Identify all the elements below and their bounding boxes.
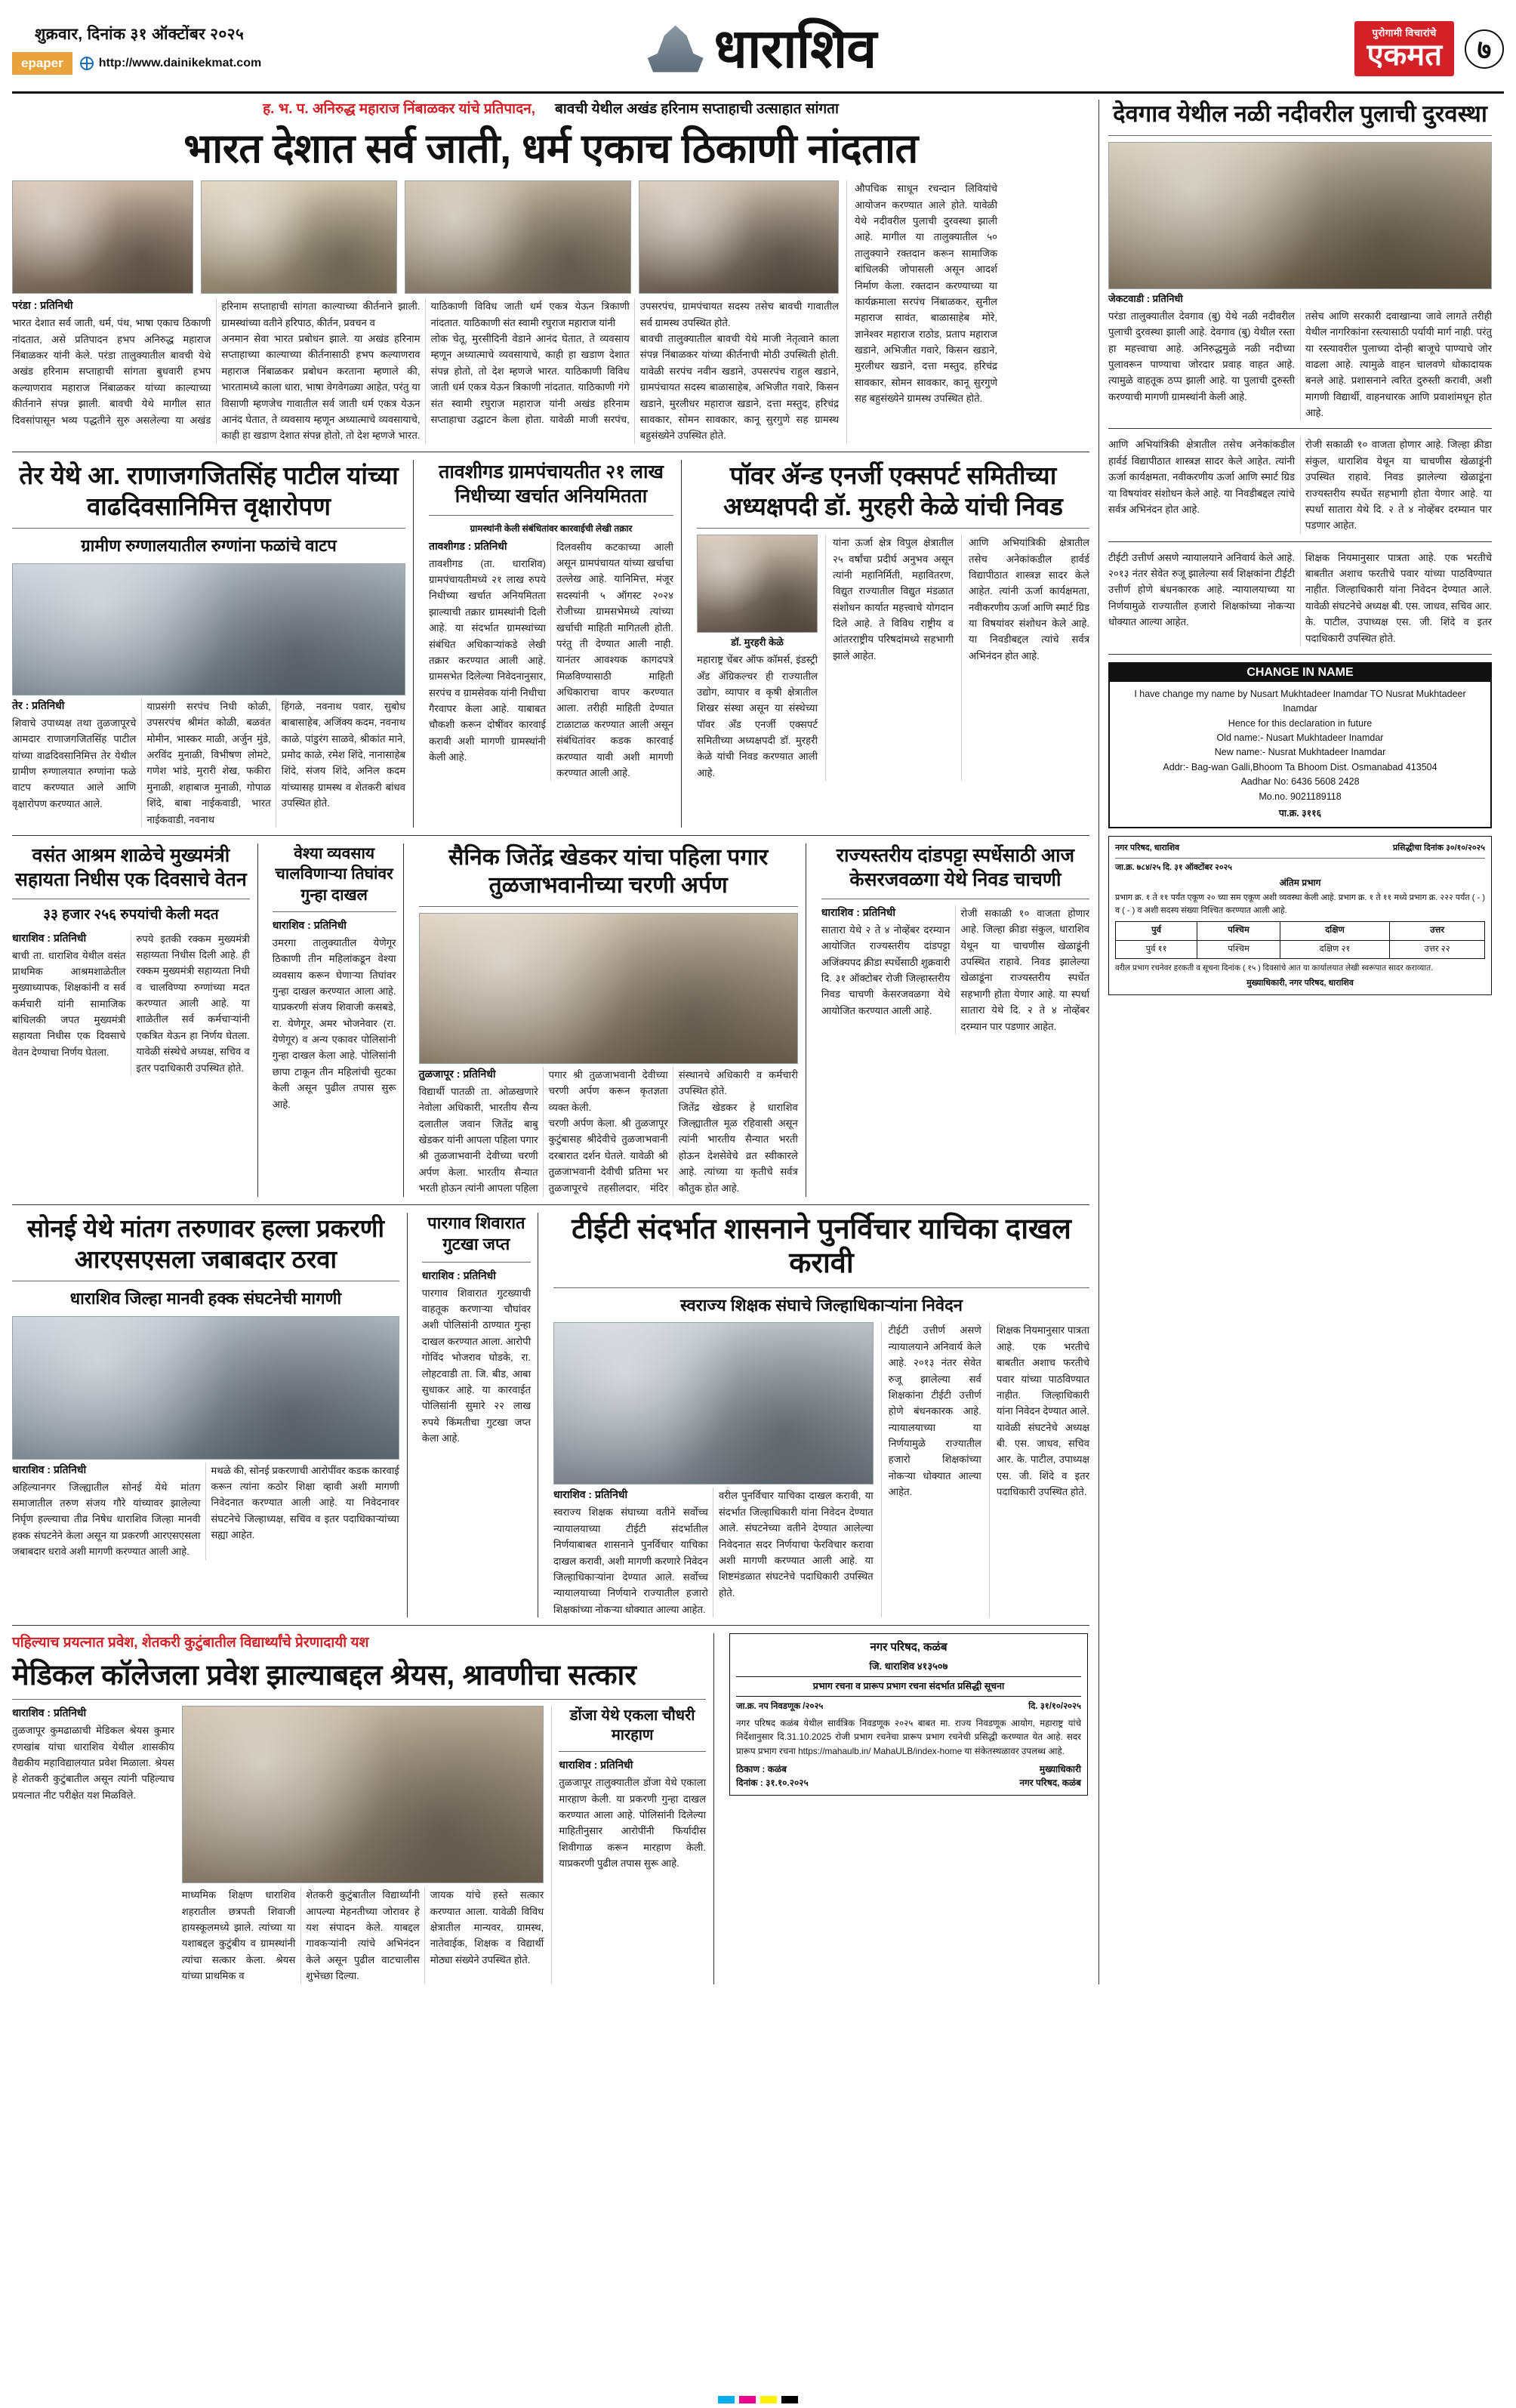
tawshigad-byline: तावशीगड : प्रतिनिधी (428, 539, 507, 552)
divider-3 (12, 1204, 1089, 1205)
tet-photo (553, 1322, 874, 1485)
sonai-col-1: अहिल्यानगर जिल्ह्यातील सोनई येथे मांतग समाजातील तरुण संजय गौरे यांच्यावर झालेल्या निर्घृण हल्ल्याचा तीव्र निषेध धाराशिव जिल्हा मानवी हक्क संघटनेने केला असून या प्रकरणी आरएसएसला जबाबदार धरावे अशी मागणी करण्यात आली आहे. (12, 1481, 201, 1558)
ter-text-columns (12, 698, 405, 828)
tawshigad-col-2: दिलवसीय कटकाच्या आली असून ग्रामपंचायत यांच्या खर्चाचा उल्लेख आहे. यानिमित्त, मंजूर सदस्यांनी ५ ऑगस्ट २०२४ रोजीच्या ग्रामसभेमध्ये त्यांच्या खर्चाची माहिती मागितली होती. परंतु ती देण्यात आली नाही. यानंतर आवश्यक कागदपत्रे मिळविण्यासाठी माहिती अधिकाराचा वापर करण्यात आला. तरीही माहिती देण्यात टाळाटाळ करण्यात आली असून संबंधितांवर कडक कारवाई करण्यात यावी अशी मागणी करण्यात आली आहे. (556, 541, 673, 779)
cmyk-cyan (718, 2396, 735, 2403)
logo-name: एकमत (1367, 39, 1442, 72)
rajya-article (814, 843, 1089, 1197)
medical-photo (182, 1706, 544, 1883)
sonai-article (12, 1213, 408, 1618)
change-name-line1: I have change my name by Nusart Mukhtadeer Inamdar TO Nusrat Mukhtadeer Inamdar (1134, 688, 1466, 714)
ward-table (1115, 921, 1485, 959)
ward-cell-3: उत्तर २२ (1390, 940, 1485, 958)
donja-headline: डोंजा येथे एकला चौधरी मारहाण (569, 1707, 695, 1744)
devgaon-divider (1108, 135, 1492, 136)
ward-notice-org: नगर परिषद, धाराशिव (1115, 843, 1180, 853)
sainik-photo (419, 913, 798, 1064)
lead-photo-1 (12, 180, 193, 294)
ward-notice-body: प्रभाग क्र. १ ते ११ पर्यंत एकूण २० च्या सम एकूण अशी व्यवस्था केली आहे. प्रभाग क्र. १ ते ११ मध्ये प्रभाग क्र. २२२ पर्यंत ( - ) व ( - ) व अशी सदस्य संख्या निश्चित करण्यात आली आहे. (1115, 893, 1485, 915)
lead-article (12, 100, 1089, 444)
vasant-article (12, 843, 258, 1197)
ter-divider (12, 528, 405, 529)
devgaon-headline: देवगाव येथील नळी नदीवरील पुलाची दुरवस्था (1113, 100, 1487, 127)
ward-notice (1108, 836, 1492, 995)
divider-4 (12, 1625, 1089, 1626)
table-row (1116, 940, 1485, 958)
ter-col-3: हिंगळे, नवनाथ पवार, सुबोध बाबासाहेब, अजिंक्य कदम, नवनाथ काळे, पांडुरंग साळवे, श्रीकांत माने, प्रमोद काळे, रमेश शिंदे, नानासाहेब शिंदे, संजय शिंदे, अनिल कदम यांच्यासह ग्रामस्थ व शेतकरी बांधव उपस्थित होते. (281, 700, 405, 809)
vasant-byline: धाराशिव : प्रतिनिधी (12, 931, 87, 944)
power-article (689, 460, 1089, 828)
medical-article (12, 1633, 714, 1984)
divider-r2 (1108, 541, 1492, 542)
vasant-col-2: रुपये इतकी रक्कम मुख्यमंत्री सहाय्यता निधीस दिली आहे. ही रक्कम मुख्यमंत्री सहाय्यता निधी व चालविण्या रुग्णांच्या मदत करण्यात आली आहे. या शाळेतील सर्व कर्मचाऱ्यांनी एकत्रित येऊन हा निर्णय घेतला. यावेळी संस्थेचे अध्यक्ष, सचिव व इतर पदाधिकारी उपस्थित होते. (136, 933, 250, 1074)
ter-photo (12, 563, 405, 695)
ward-notice-ref: जा.क्र. ७८४/२५ दि. ३१ ऑक्टोंबर २०२५ (1115, 862, 1232, 872)
sonai-photo (12, 1316, 399, 1460)
change-name-title: CHANGE IN NAME (1110, 664, 1490, 682)
sainik-article (411, 843, 806, 1197)
right-continuation-1 (1108, 436, 1492, 533)
publication-date: शुक्रवार, दिनांक ३१ ऑक्टोंबर २०२५ (35, 25, 245, 43)
ter-headline: तेर येथे आ. राणाजगजितसिंह पाटील यांच्या वाढदिवसानिमित्त वृक्षारोपण (19, 461, 399, 520)
tawshigad-subhead: ग्रामस्थांनी केली संबंधितांवर कारवाईची लेखी तक्रार (470, 523, 633, 534)
right-continuation-2 (1108, 550, 1492, 646)
epaper-tag: epaper (12, 52, 72, 75)
tawshigad-article (421, 460, 682, 828)
tet-article (546, 1213, 1089, 1618)
right-cont-cols-2 (1108, 550, 1492, 646)
sonai-subhead: धाराशिव जिल्हा मानवी हक्क संघटनेची मागणी (69, 1289, 342, 1309)
lead-text-columns (12, 298, 839, 443)
notice-place: ठिकाण : कळंब (736, 1763, 787, 1774)
tawshigad-headline: तावशीगड ग्रामपंचायतीत २१ लाख निधीच्या खर्चात अनियमितता (439, 461, 664, 507)
main-column (12, 100, 1099, 1984)
tawshigad-text-columns (429, 539, 673, 782)
medical-byline: धाराशिव : प्रतिनिधी (12, 1707, 87, 1719)
right-cont-cols (1108, 436, 1492, 533)
power-headline: पॉवर ॲन्ड एनर्जी एक्सपर्ट समितीच्या अध्यक्षपदी डॉ. मुरहरी केळे यांची निवड (723, 461, 1063, 520)
fifth-band (12, 1633, 1089, 1984)
devgaon-col-1: परंडा तालुक्यातील देवगाव (बु) येथे नळी नदीवरील पुलाची दुरवस्था झाली आहे. देवगाव (बु) येथील रस्ता हा महत्त्वाचा आहे. अनिरुद्धमुळे नळी नदीच्या पुलावरून पाण्याचा जोरदार प्रवाह वाहत आहे. त्यामुळे वाहतूक ठप्प झाली आहे. या पुलाची दुरुस्ती करण्याची मागणी ग्रामस्थांनी केली आहे. (1108, 310, 1295, 402)
divider-r1 (1108, 428, 1492, 429)
vasant-subhead: ३३ हजार २५६ रुपयांची केली मदत (43, 906, 219, 923)
devgaon-caption: जेकटवाडी : प्रतिनिधी (1108, 292, 1183, 304)
ekmat-logo (1354, 21, 1454, 76)
lead-photo-row (12, 180, 839, 294)
lead-col-1: भारत देशात सर्व जाती, धर्म, पंथ, भाषा एकाच ठिकाणी नांदतात, असे प्रतिपादन हभप अनिरुद्ध महाराज निंबाळकर यांनी केले. परंडा तालुक्यातील बावची येथे अखंड हरिनाम सप्ताहाची सांगता बुधवारी हभप कल्याणराव महाराज निंबाळकर यांच्या काल्याच्या कीर्तनाने संपन्न झाली. बावची येथे मागील सात दिवसांपासून भव्य पद्धतीने सुरु असलेल्या या अखंड हरिनाम सप्ताहाची सांगता काल्याच्या कीर्तनाने झाली. ग्रामस्थांच्या वतीने हरिपाठ, कीर्तन, प्रवचन व (12, 301, 421, 426)
page-number: ७ (1465, 29, 1504, 69)
veshya-byline: धाराशिव : प्रतिनिधी (272, 918, 347, 931)
lead-col-3: लोक चेतू, मुरसीदिनी वेडाने आनंद घेतात, ते व्यवसाय म्हणून अध्यात्माचे व्यवसायाचे, काही हा खडाण देशात संपन्न होतो, तो देश म्हणजे भारत. याठिकाणी विविध जाती धर्म एकत्र येऊन त्रिकाणी नांदतात. याठिकाणी गंगे संत स्वामी रघुराज महाराज यांनी अखंड हरिनाम सप्ताहाचा उद्घाटन केला होता. यावेळी माजी सरपंच, उपसरपंच, ग्रामपंचायत सदस्य तसेच बावची गावातील सर्व ग्रामस्थ उपस्थित होते. (430, 301, 839, 425)
sonai-text-columns (12, 1463, 399, 1560)
lead-col-5: औपचिक साधून रचन्दान लिवियांचे आयोजन करण्यात आले होते. यावेळी येथे नदीवरील पुलाची दुरवस्था झाली आहे. मागील या तालुक्यातील ५० तालुक्याने रक्तदान करून सामाजिक बांधिलकी जोपासली असून आदर्श निर्माण केला. रक्तदान करण्याच्या या कार्यक्रमाला सरपंच निंबाळकर, सुनील महाराज सावंत, बाळासाहेब मोरे, ज्ञानेश्वर महाराज राठोड, प्रताप महाराज खडाने, अभिजीत गवारे, किसन खडाने, मुरलीधर खडाने, दत्ता मस्तुद, हरिचंद्र सावकार, सोमन सावकार, कानू सुरगुणे सह बहुसंख्येने ग्रामस्थ उपस्थित होते. (855, 183, 997, 405)
second-band (12, 460, 1089, 828)
ward-notice-pubdate: प्रसिद्धीचा दिनांक ३०/१०/२०२५ (1392, 843, 1485, 853)
rajya-text-columns (821, 905, 1089, 1034)
sonai-byline: धाराशिव : प्रतिनिधी (12, 1463, 87, 1475)
lead-photo-3 (405, 180, 631, 294)
pargaon-col-1: पारगाव शिवारात गुटख्याची वाहतूक करणाऱ्या चौघांवर अशी पोलिसांनी ठाण्यात गुन्हा दाखल करण्यात आला. आरोपी गोविंद भोजराव घोडके, रा. लोहटवाडी ता. जि. बीड, आबा सुधाकर आहे. या कारवाईत पोलिसांनी सुमारे २२ लाख रुपये किंमतीचा गुटखा जप्त केला आहे. (421, 1287, 531, 1444)
ward-cell-2: दक्षिण २१ (1280, 940, 1389, 958)
power-col-1: महाराष्ट्र चेंबर ऑफ कॉमर्स, इंडस्ट्री अँड ॲग्रिकल्चर ही राज्यातील उद्योग, व्यापार व कृषी क्षेत्रातील शिखर संस्था असून या संस्थेच्या पॉवर अँड एनर्जी एक्सपर्ट समितीच्या अध्यक्षपदी डॉ. मुरहरी केळे यांची निवड करण्यात आली आहे. (697, 654, 818, 779)
lead-photo-4 (639, 180, 839, 294)
ward-cell-0: पुर्व ११ (1116, 940, 1197, 958)
fourth-band (12, 1213, 1089, 1618)
sainik-byline: तुळजापूर : प्रतिनिधी (418, 1067, 496, 1080)
notice-heading: प्रभाग रचना व प्रारूप प्रभाग रचना संदर्भात प्रसिद्धी सूचना (736, 1676, 1081, 1697)
donja-col-1: तुळजापूर तालुक्यातील डोंजा येथे एकाला मारहाण केली. या प्रकरणी गुन्हा दाखल करण्यात आला आहे. पोलिसांनी दिलेल्या माहितीनुसार आरोपींनी फिर्यादीस शिवीगाळ करून मारहाण केली. याप्रकरणी पुढील तपास सुरू आहे. (559, 1777, 706, 1870)
rajya-col-1: सातारा येथे २ ते ४ नोव्हेंबर दरम्यान आयोजित राज्यस्तरीय दांडपट्टा अजिंक्यपद क्रीडा स्पर्धेसाठी शुक्रवारी दि. ३१ ऑक्टोबर रोजी जिल्हास्तरीय निवड चाचणी केसरजवळगा येथे आयोजित करण्यात आली आहे. (821, 923, 951, 1016)
devgaon-col-2: तसेच आणि सरकारी दवाखान्या जावे लागते तरीही येथील नागरिकांना रस्त्यासाठी पर्यायी मार्ग नाही. परंतु या रस्त्यावरील पुलाच्या दोन्ही बाजूचे पाण्याचे जोर वाढला आहे. त्यामुळे वाहन चालवणे धोकादायक बनले आहे. प्रशासनाने त्वरित दुरुस्ती करावी, अशी मागणी विद्यार्थी, वाहनधारक आणि प्रवाशांमधून होत आहे. (1305, 310, 1492, 418)
donja-byline: धाराशिव : प्रतिनिधी (559, 1759, 633, 1771)
notice-officer: मुख्याधिकारी (1039, 1763, 1081, 1774)
vasant-text-columns (12, 931, 250, 1076)
tet-headline: टीईटी संदर्भात शासनाने पुनर्विचार याचिका दाखल करावी (572, 1213, 1071, 1280)
divider-r3 (1108, 654, 1492, 655)
cmyk-yellow (760, 2396, 777, 2403)
sonai-headline: सोनई येथे मांतग तरुणावर हल्ला प्रकरणी आरएसएसला जबाबदार ठरवा (26, 1213, 384, 1273)
medical-headline: मेडिकल कॉलेजला प्रवेश झाल्याबद्दल श्रेयस, श्रावणीचा सत्कार (12, 1659, 636, 1691)
right-cont-col-1: आणि अभियांत्रिकी क्षेत्रातील तसेच अनेकांकडील हार्वर्ड विद्यापीठात शास्त्रज्ञ सादर केले आहेत. त्यांनी ऊर्जा कार्यक्षमता, नवीकरणीय ऊर्जा आणि स्मार्ट ग्रिड या विषयांवर संशोधन केले आहे. या निवडीबद्दल त्यांचे सर्वत्र अभिनंदन होत आहे. (1108, 439, 1295, 515)
lead-photo-2 (201, 180, 397, 294)
change-name-new: New name:- Nusrat Mukhtadeer Inamdar (1214, 747, 1386, 758)
sonai-col-2: मथळे की, सोनई प्रकरणाची आरोपींवर कडक कारवाई करून त्यांना कठोर शिक्षा व्हावी अशी मागणी निवेदनात करण्यात आली आहे. या निवेदनावर संघटनेचे जिल्हाध्यक्ष, सचिव व इतर पदाधिकाऱ्यांच्या सह्या आहेत. (211, 1464, 399, 1541)
change-name-old: Old name:- Nusart Mukhtadeer Inamdar (1216, 732, 1384, 743)
medical-col-1: तुळजापूर कुमढाळाची मेडिकल श्रेयस कुमार रणखांब यांचा धाराशिव येथील शासकीय वैद्यकीय महाविद्यालयात प्रवेश मिळाला. श्रेयस हे शेतकरी कुटुंबातील असून त्यांनी पहिल्याच प्रयत्नात नीट परीक्षेत यश मिळविले. (12, 1725, 174, 1801)
donja-divider (559, 1751, 706, 1752)
ter-byline: तेर : प्रतिनिधी (12, 698, 65, 711)
medical-col-4: जायक यांचे हस्ते सत्कार करण्यात आला. यावेळी विविध क्षेत्रातील मान्यवर, ग्रामस्थ, नातेवाईक, शिक्षक व विद्यार्थी मोठ्या संख्येने उपस्थित होते. (430, 1889, 544, 1966)
divider-2 (12, 835, 1089, 836)
pargaon-headline: पारगाव शिवारात गुटखा जप्त (427, 1213, 525, 1254)
devgaon-photo (1108, 142, 1492, 289)
ward-col-3: उत्तर (1390, 922, 1485, 940)
change-name-mobile: Mo.no. 9021189118 (1259, 791, 1342, 802)
tet-col-1: स्वराज्य शिक्षक संघाच्या वतीने सर्वोच्च न्यायालयाच्या टीईटी संदर्भातील निर्णयाबाबत शासनाने पुनर्विचार याचिका दाखल करावी, अशी मागणी करणारे निवेदन जिल्हाधिकाऱ्यांना देण्यात आले. सर्वोच्च न्यायालयाच्या निर्णयाने राज्यातील हजारो शिक्षकांच्या नोकऱ्या धोक्यात आल्या आहेत. (553, 1506, 708, 1615)
veshya-col-1: उमरगा तालुक्यातील येणेगूर ठिकाणी तीन महिलांकडून वेश्या व्यवसाय करून घेणाऱ्या तिघांवर गुन्हा दाखल करण्यात आला आहे. याप्रकरणी संजय शिवाजी कसबडे, रा. येणेगूर, अमर भोजनेवार (रा. येणेगूर) व अन्य एकावर पोलिसांनी गुन्हा दाखल केला आहे. पोलिसांनी छापा टाकून तीन महिलांची सुटका केली असून पुढील तपास सुरू आहे. (272, 936, 396, 1110)
ter-article (12, 460, 414, 828)
tet-col-4: शिक्षक नियमानुसार पात्रता आहे. एक भरतीचे बाबतीत अशाच फरतीचे पवार यांच्या पाठविण्यात नाहीत. जिल्हाधिकारी यांना निवेदन देण्यात आले. यावेळी संघटनेचे अध्यक्ष बी. एस. जाधव, सचिव आर. के. पाटील, उपाध्यक्ष एस. जी. शिंदे व इतर पदाधिकारी उपस्थित होते. (996, 1324, 1089, 1498)
notice-body: नगर परिषद कळंब येथील सार्वत्रिक निवडणूक २०२५ बाबत मा. राज्य निवडणूक आयोग, महाराष्ट्र यांचे निर्देशानुसार दि.31.10.2025 रोजी प्रभाग रचनेचा प्रारूप प्रभाग रचनेची प्रसिद्धी करण्यात येत आहे. सदर प्रारूप प्रभाग रचना https://mahaulb.in/ MahaULB/index-home या संकेतस्थळावर उपलब्ध आहे. (736, 1718, 1081, 1756)
tet-divider (553, 1287, 1089, 1288)
right-cont-col-2: रोजी सकाळी १० वाजता होणार आहे. जिल्हा क्रीडा संकुल, धाराशिव येथून या चाचणीस खेळाडूंनी उपस्थित राहावे. निवड झालेल्या खेळाडूंना राज्यस्तरीय स्पर्धेत सहभागी होता येणार आहे. या स्पर्धा सातारा येथे दि. २ ते ४ नोव्हेंबर दरम्यान पार पडणार आहेत. (1305, 439, 1492, 532)
tet-subhead: स्वराज्य शिक्षक संघाचे जिल्हाधिकाऱ्यांना निवेदन (679, 1295, 963, 1315)
edition-title: धाराशिव (713, 18, 877, 79)
rajya-byline: धाराशिव : प्रतिनिधी (821, 905, 895, 918)
ward-col-1: पश्चिम (1197, 922, 1280, 940)
pargaon-article (415, 1213, 538, 1618)
devgaon-text-columns (1108, 308, 1492, 421)
power-portrait-photo (697, 535, 818, 633)
sainik-headline: सैनिक जितेंद्र खेडकर यांचा पहिला पगार तुळजाभवानीच्या चरणी अर्पण (448, 844, 769, 899)
change-name-aadhar: Aadhar No: 6436 5608 2428 (1240, 776, 1360, 788)
nagar-parishad-notice (722, 1633, 1088, 1984)
lead-byline: परंडा : प्रतिनिधी (12, 299, 73, 312)
lead-col-4: बावची तालुक्यातील बावची येथे माजी नेतृत्वाने काला संपन्न निंबाळकर यांच्या कीर्तनाची मोठी उपस्थिती होती. यावेळी सरपंच नवीन खडाने, उपसरपंच राहुल खडाने, ग्रामपंचायत सदस्य बाळासाहेब, अभिजीत गवारे, किसन खडाने, मुरलीधर महाराज खडाने, दत्ता मस्तुद, हरिचंद्र सावकार, सोमन सावकार, कानू सुरगुणे सह ग्रामस्थ बहुसंख्येने उपस्थित होते. (639, 333, 839, 442)
notice-office: नगर परिषद, कळंब (1019, 1777, 1081, 1788)
tawshigad-divider (429, 515, 673, 516)
tet-text-columns-a (553, 1488, 874, 1617)
tet-col-2: वरील पुनर्विचार याचिका दाखल करावी, या संदर्भात जिल्हाधिकारी यांना निवेदन देण्यात आले. संघटनेच्या वतीने देण्यात आलेल्या निवेदनात सदर निर्णयाचा फेरविचार करावा अशी मागणी करण्यात आली आहे. या शिष्टमंडळात संघटनेचे पदाधिकारी उपस्थित होते. (718, 1490, 874, 1599)
notice-signature-row (736, 1762, 1081, 1790)
power-divider (697, 528, 1089, 529)
change-name-line2: Hence for this declaration in future (1228, 717, 1373, 729)
medical-col-3: शेतकरी कुटुंबातील विद्यार्थ्यांनी आपल्या मेहनतीच्या जोरावर हे यश संपादन केले. याबद्दल गावकऱ्यांनी त्यांचे अभिनंदन केले असून पुढील वाटचालीस शुभेच्छा दिल्या. (306, 1889, 420, 1982)
rajya-col-2: रोजी सकाळी १० वाजता होणार आहे. जिल्हा क्रीडा संकुल, धाराशिव येथून या चाचणीस खेळाडूंनी उपस्थित राहावे. निवड झालेल्या खेळाडूंना राज्यस्तरीय स्पर्धेत सहभागी होता येणार आहे. या स्पर्धा सातारा येथे दि. २ ते ४ नोव्हेंबर दरम्यान पार पडणार आहेत. (960, 907, 1090, 1032)
notice-date: दि. ३१/१०/२०२५ (1028, 1701, 1081, 1711)
vasant-headline: वसंत आश्रम शाळेचे मुख्यमंत्री सहायता निधीस एक दिवसाचे वेतन (15, 844, 247, 891)
ward-notice-divider (1115, 858, 1485, 859)
masthead (12, 11, 1504, 94)
sainik-text-columns (419, 1067, 798, 1197)
cmyk-magenta (739, 2396, 756, 2403)
lead-kicker-right: बावची येथील अखंड हरिनाम सप्ताहाची उत्साहात सांगता (555, 101, 839, 117)
medical-divider (12, 1699, 706, 1700)
veshya-headline: वेश्या व्यवसाय चालविणाऱ्या तिघांवर गुन्हा दाखल (275, 844, 393, 904)
ward-cell-1: पश्चिम (1197, 940, 1280, 958)
notice-org: नगर परिषद, कळंब (870, 1641, 948, 1654)
power-caption: डॉ. मुरहरी केळे (731, 637, 784, 649)
tet-col-3: टीईटी उत्तीर्ण असणे न्यायालयाने अनिवार्य केले आहे. २०१३ नंतर सेवेत रुजू झालेल्या सर्व शिक्षकांना टीईटी उत्तीर्ण होणे बंधनकारक आहे. न्यायालयाच्या या निर्णयामुळे राज्यातील हजारो शिक्षकांच्या नोकऱ्या धोक्यात आल्या आहेत. (888, 1324, 981, 1498)
ter-col-1: शिवाचे उपाध्यक्ष तथा तुळजापूरचे आमदार राणाजगजितसिंह पाटील यांच्या वाढदिवसानिमित्त तेर येथील ग्रामीण रुग्णालयात रुग्णांना फळे वाटप करण्यात आले आणि वृक्षारोपण करण्यात आले. (12, 717, 137, 809)
masthead-right (1187, 11, 1504, 87)
ter-subhead: ग्रामीण रुग्णालयातील रुग्णांना फळांचे वाटप (81, 536, 337, 556)
sainik-col-2: चरणी अर्पण केला. श्री तुळजापूर कुटुंबासह श्रीदेवीचे तुळजाभवानी दरबारात दर्शन घेतले. यावेळी श्री तुळजाभवानी देवीची प्रतिमा भर तुळजापूरचे तहसीलदार, मंदिर संस्थानचे अधिकारी व कर्मचारी उपस्थित होते. (548, 1068, 798, 1194)
epaper-url-wrap[interactable] (72, 57, 261, 70)
tet-byline: धाराशिव : प्रतिनिधी (553, 1488, 628, 1501)
ward-notice-sign: मुख्याधिकारी, नगर परिषद, धाराशिव (1246, 978, 1354, 988)
change-name-pageref: पा.क्र. ३११६ (1278, 807, 1322, 819)
logo-tagline: पुरोगामी विचारांचे (1372, 27, 1437, 39)
power-col-2: यांना ऊर्जा क्षेत्र विपुल क्षेत्रातील २५ वर्षांचा प्रदीर्घ अनुभव असून त्यांनी महानिर्मिती, महावितरण, विद्युत राज्यातील विद्युत मंडळात संशोधन कार्यात महत्त्वाचे योगदान दिले आहे. ते विविध राष्ट्रीय व आंतरराष्ट्रीय परिषदांमध्ये सहभागी झाले आहेत. (833, 537, 954, 661)
vasant-col-1: बाची ता. धाराशिव येथील वसंत प्राथमिक आश्रमशाळेतील मुख्याध्यापक, शिक्षकांनी व सर्व कर्मचारी यांनी सामाजिक बांधिलकी जपत मुख्यमंत्री सहायता निधीस एक दिवसाचे वेतन देण्याचा निर्णय घेतला. (12, 949, 126, 1058)
notice-ref: जा.क्र. नप निवडणूक /२०२५ (736, 1701, 824, 1711)
ward-col-0: पुर्व (1116, 922, 1197, 940)
right-column (1099, 100, 1492, 1984)
public-notice-box (729, 1633, 1088, 1796)
lead-col-2: अनमान सेवा भारत प्रबोधन झाले. या अखंड हरिनाम सप्ताहाच्या काल्याच्या कीर्तनासाठी हभप कल्याणराव महाराज निंबाळकर प्रबोधन करताना म्हणाले की, भारतामध्ये काला धारा, भाषा वेगवेगळ्या आहेत, परंतु या विसाणी म्हणजेच गावातील सर्व जाती धर्म एकत्र येऊन आनंद घेतात, ते व्यवसाय म्हणून अध्यात्माचे व्यवसायाचे, काही हा खडाण देशात संपन्न होतो, तो देश म्हणजे भारत. याठिकाणी विविध जाती धर्म एकत्र येऊन त्रिकाणी नांदतात. याठिकाणी संत स्वामी रघुराज महाराज यांनी (221, 301, 630, 442)
rajya-headline: राज्यस्तरीय दांडपट्टा स्पर्धेसाठी आज केसरजवळगा येथे निवड चाचणी (836, 844, 1075, 891)
cmyk-registration-bar (718, 2396, 798, 2403)
ward-col-2: दक्षिण (1280, 922, 1389, 940)
epaper-bar (12, 52, 337, 75)
pargaon-byline: धाराशिव : प्रतिनिधी (421, 1269, 496, 1281)
fort-emblem-icon (648, 26, 704, 72)
devgaon-article (1108, 100, 1492, 421)
notice-org-sub: जि. धाराशिव ४१३५०७ (869, 1660, 948, 1672)
change-name-addr: Addr:- Bag-wan Galli,Bhoom Ta Bhoom Dist. Osmanabad 413504 (1163, 761, 1437, 772)
epaper-url[interactable]: http://www.dainikekmat.com (98, 56, 262, 69)
lead-body-row (12, 180, 1089, 443)
medical-text-columns (182, 1887, 544, 1984)
sainik-divider (419, 906, 798, 907)
sainik-col-3: जितेंद्र खेडकर हे धाराशिव जिल्ह्यातील मूळ रहिवासी असून त्यांनी भारतीय सैन्यात भरती होऊन देशसेवेचे व्रत स्वीकारले आहे. त्यांच्या या कृतीचे सर्वत्र कौतुक होत आहे. (678, 1101, 798, 1194)
ward-table-header-row (1116, 922, 1485, 940)
tawshigad-col-1: तावशीगड (ता. धाराशिव) ग्रामपंचायतीमध्ये २१ लाख रुपये निधीच्या खर्चात अनियमितता झाल्याची तक्रार ग्रामस्थांनी दिली आहे. या संदर्भात ग्रामस्थांच्या संबंधित अधिकाऱ्यांकडे लेखी तक्रार करण्यात आली आहे. ग्रामसभेत दिलेल्या निवेदनानुसार, सरपंच व ग्रामसेवक यांनी निधीचा गैरवापर केला आहे. याबाबत चौकशी करून दोषींवर कारवाई करावी अशी मागणी ग्रामस्थांनी केली आहे. (428, 557, 546, 763)
third-band (12, 843, 1089, 1197)
sainik-col-1: विद्यार्थी पातळी ता. ओळखणारे नेवोला अधिकारी, भारतीय सैन्य दलातील जवान जितेंद्र बाबु खेडकर यांनी आपला पहिला पगार श्री तुळजाभवानी देवीच्या चरणी अर्पण केला. भारतीय सैन्यात भरती होऊन त्यांनी आपला पहिला पगार श्री तुळजाभवानी देवीच्या चरणी अर्पण करून कृतज्ञता व्यक्त केली. (418, 1068, 668, 1195)
medical-kicker: पहिल्याच प्रयत्नात प्रवेश, शेतकरी कुटुंबातील विद्यार्थ्यांचे प्रेरणादायी यश (12, 1635, 369, 1651)
content-grid (12, 100, 1504, 1984)
masthead-center (337, 11, 1187, 87)
change-name-ad (1108, 662, 1492, 828)
cmyk-black (781, 2396, 798, 2403)
ward-notice-footer: वरील प्रभाग रचनेवर हरकती व सूचना दिनांक ( १५ ) दिवसांचे आत या कार्यालयात लेखी स्वरूपात सादर कराव्यात. (1115, 963, 1433, 973)
globe-icon (80, 57, 94, 70)
lead-kicker-left: ह. भ. प. अनिरुद्ध महाराज निंबाळकर यांचे प्रतिपादन, (263, 101, 536, 117)
medical-col-2: माध्यमिक शिक्षण धाराशिव शहरातील छत्रपती शिवाजी हायस्कूलमध्ये झाले. त्यांच्या या यशाबद्दल कुटुंबीय व ग्रामस्थांनी त्यांचा सत्कार केला. श्रेयस यांच्या प्राथमिक व (181, 1889, 296, 1982)
notice-sign-date: दिनांक : ३१.१०.२०२५ (736, 1777, 809, 1788)
right-cont2-col-2: शिक्षक नियमानुसार पात्रता आहे. एक भरतीचे बाबतीत अशाच फरतीचे पवार यांच्या पाठविण्यात नाहीत. जिल्हाधिकारी यांना निवेदन देण्यात आले. यावेळी संघटनेचे अध्यक्ष बी. एस. जाधव, सचिव आर. के. पाटील, उपाध्यक्ष एस. जी. शिंदे व इतर पदाधिकारी उपस्थित होते. (1305, 551, 1492, 644)
veshya-article (266, 843, 404, 1197)
power-col-3: आणि अभियांत्रिकी क्षेत्रातील तसेच अनेकांकडील हार्वर्ड विद्यापीठात शास्त्रज्ञ सादर केले आहेत. त्यांनी ऊर्जा कार्यक्षमता, नवीकरणीय ऊर्जा आणि स्मार्ट ग्रिड या विषयांवर संशोधन केले आहे. या निवडीबद्दल त्यांचे सर्वत्र अभिनंदन होत आहे. (969, 537, 1089, 661)
masthead-left (12, 11, 337, 87)
ward-notice-subtitle: अंतिम प्रभाग (1279, 877, 1321, 889)
lead-headline: भारत देशात सर्व जाती, धर्म एकाच ठिकाणी नांदतात (183, 125, 918, 171)
pargaon-divider (422, 1262, 531, 1263)
ter-col-2: याप्रसंगी सरपंच निधी कोळी, उपसरपंच श्रीमंत कोळी, बळवंत मोमीन, भास्कर माळी, अर्जुन मुंडे, अरविंद मुनाळी, विभीषण लोमटे, गणेश भांडे, मुरारी शेख, फकीरा मुनाळी, शहाबाज मुनाळी, गोपाळ शिंदे, बाबा नाईकवाडी, भारत नाईकवाडी, नवनाथ (146, 700, 271, 825)
veshya-divider (273, 911, 396, 912)
right-cont2-col-1: टीईटी उत्तीर्ण असणे न्यायालयाने अनिवार्य केले आहे. २०१३ नंतर सेवेत रुजू झालेल्या सर्व शिक्षकांना टीईटी उत्तीर्ण होणे बंधनकारक आहे. न्यायालयाच्या या निर्णयामुळे राज्यातील हजारो शिक्षकांच्या नोकऱ्या धोक्यात आल्या आहेत. (1108, 551, 1295, 628)
